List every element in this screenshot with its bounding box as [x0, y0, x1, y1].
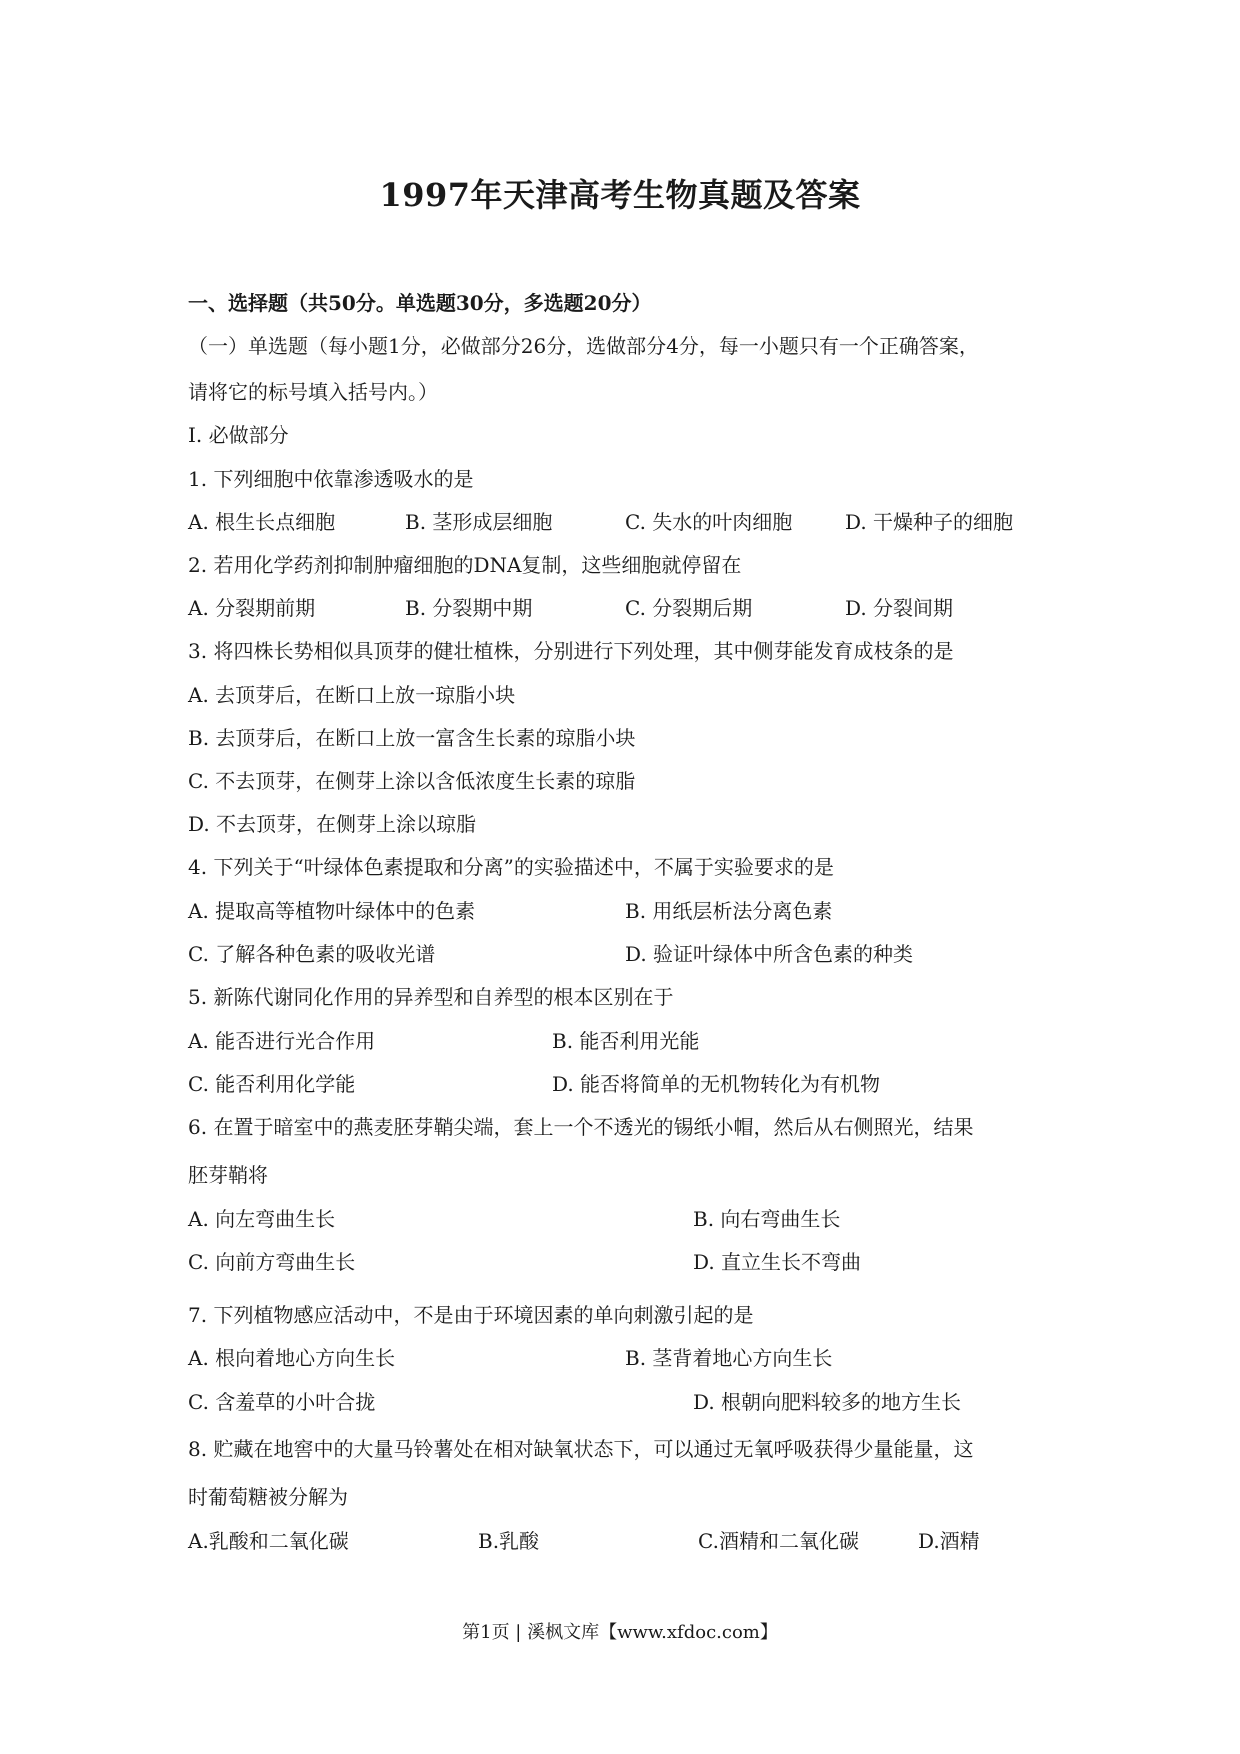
question-6-option-c: C. 向前方弯曲生长	[188, 1250, 356, 1274]
question-3-option-b: B. 去顶芽后，在断口上放一富含生长素的琼脂小块	[188, 726, 636, 750]
instructions-line-1: （一）单选题（每小题1分，必做部分26分，选做部分4分，每一小题只有一个正确答案，	[188, 334, 979, 358]
part-heading: I. 必做部分	[188, 423, 289, 447]
question-2-option-d: D. 分裂间期	[845, 596, 954, 620]
question-5-option-a: A. 能否进行光合作用	[188, 1029, 376, 1053]
question-5-stem: 5. 新陈代谢同化作用的异养型和自养型的根本区别在于	[188, 985, 674, 1009]
question-4-option-c: C. 了解各种色素的吸收光谱	[188, 942, 436, 966]
question-1-option-c: C. 失水的叶肉细胞	[625, 510, 793, 534]
question-2-option-c: C. 分裂期后期	[625, 596, 753, 620]
question-1-option-a: A. 根生长点细胞	[188, 510, 336, 534]
question-4-stem: 4. 下列关于“叶绿体色素提取和分离”的实验描述中，不属于实验要求的是	[188, 855, 834, 879]
question-2-option-b: B. 分裂期中期	[405, 596, 533, 620]
question-7-stem: 7. 下列植物感应活动中，不是由于环境因素的单向刺激引起的是	[188, 1303, 754, 1327]
question-3-option-a: A. 去顶芽后，在断口上放一琼脂小块	[188, 683, 516, 707]
page-title: 1997年天津高考生物真题及答案	[379, 176, 861, 214]
question-3-option-c: C. 不去顶芽，在侧芽上涂以含低浓度生长素的琼脂	[188, 769, 636, 793]
question-6-stem-cont: 胚芽鞘将	[188, 1163, 268, 1187]
question-8-stem-cont: 时葡萄糖被分解为	[188, 1485, 348, 1509]
question-1-option-d: D. 干燥种子的细胞	[845, 510, 1014, 534]
question-4-option-b: B. 用纸层析法分离色素	[625, 899, 833, 923]
question-8-option-d: D.酒精	[918, 1529, 980, 1553]
question-2-stem: 2. 若用化学药剂抑制肿瘤细胞的DNA复制，这些细胞就停留在	[188, 553, 742, 577]
question-4-option-d: D. 验证叶绿体中所含色素的种类	[625, 942, 914, 966]
question-2-option-a: A. 分裂期前期	[188, 596, 316, 620]
instructions-line-2: 请将它的标号填入括号内。）	[188, 380, 438, 404]
question-8-option-c: C.酒精和二氧化碳	[698, 1529, 859, 1553]
question-7-option-b: B. 茎背着地心方向生长	[625, 1346, 833, 1370]
question-7-option-d: D. 根朝向肥料较多的地方生长	[693, 1390, 962, 1414]
question-4-option-a: A. 提取高等植物叶绿体中的色素	[188, 899, 476, 923]
question-3-stem: 3. 将四株长势相似具顶芽的健壮植株，分别进行下列处理，其中侧芽能发育成枝条的是	[188, 639, 954, 663]
question-7-option-a: A. 根向着地心方向生长	[188, 1346, 396, 1370]
question-8-option-a: A.乳酸和二氧化碳	[188, 1529, 349, 1553]
question-1-option-b: B. 茎形成层细胞	[405, 510, 553, 534]
question-5-option-b: B. 能否利用光能	[552, 1029, 700, 1053]
question-8-stem: 8. 贮藏在地窖中的大量马铃薯处在相对缺氧状态下，可以通过无氧呼吸获得少量能量，这	[188, 1437, 974, 1461]
page-footer: 第1页 | 溪枫文库【www.xfdoc.com】	[462, 1622, 778, 1643]
section-heading: 一、选择题（共50分。单选题30分，多选题20分）	[188, 291, 652, 315]
question-7-option-c: C. 含羞草的小叶合拢	[188, 1390, 376, 1414]
question-1-stem: 1. 下列细胞中依靠渗透吸水的是	[188, 467, 474, 491]
question-6-option-d: D. 直立生长不弯曲	[693, 1250, 862, 1274]
question-3-option-d: D. 不去顶芽，在侧芽上涂以琼脂	[188, 812, 477, 836]
question-5-option-c: C. 能否利用化学能	[188, 1072, 356, 1096]
question-6-option-a: A. 向左弯曲生长	[188, 1207, 336, 1231]
question-5-option-d: D. 能否将简单的无机物转化为有机物	[552, 1072, 881, 1096]
question-6-stem: 6. 在置于暗室中的燕麦胚芽鞘尖端，套上一个不透光的锡纸小帽，然后从右侧照光，结果	[188, 1115, 974, 1139]
question-8-option-b: B.乳酸	[478, 1529, 540, 1553]
question-6-option-b: B. 向右弯曲生长	[693, 1207, 841, 1231]
